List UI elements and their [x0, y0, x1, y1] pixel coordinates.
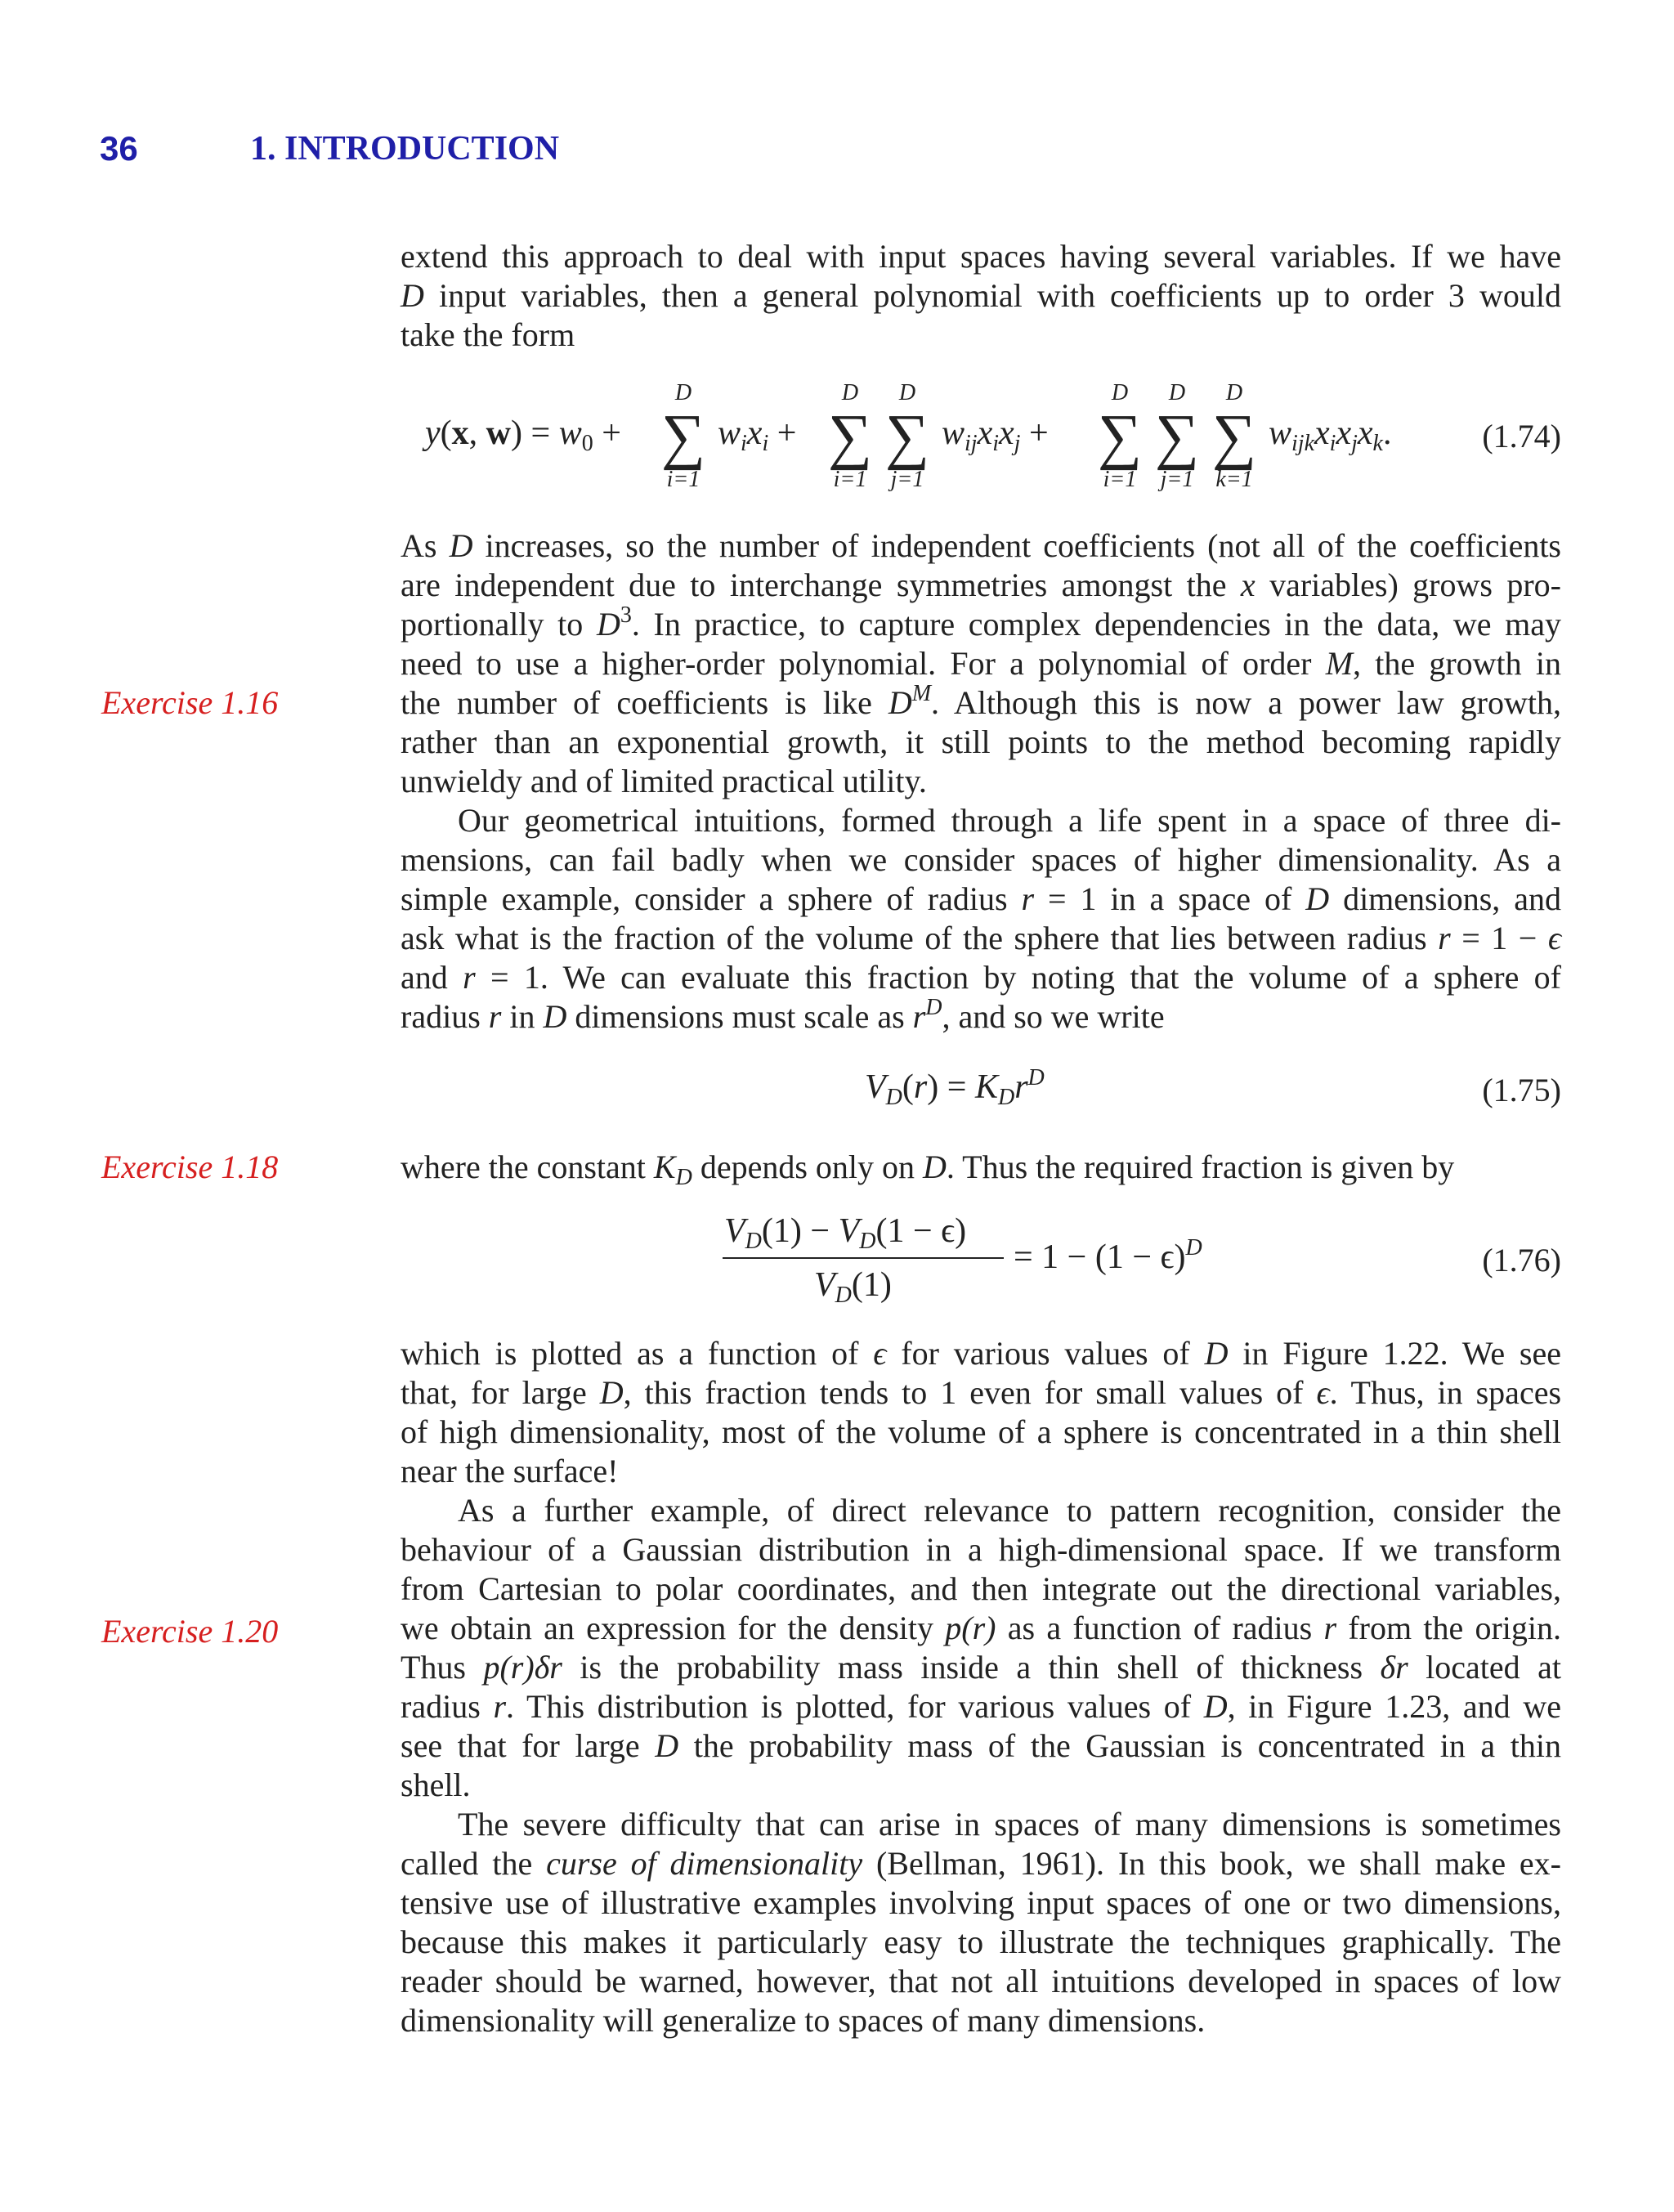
sigma-icon: ∑	[660, 402, 706, 471]
math-subscript: D	[835, 1283, 852, 1308]
body-text-line: near the surface!	[401, 1453, 619, 1489]
equation-term	[718, 414, 797, 456]
math-symbol: r	[912, 998, 926, 1035]
math-symbol: r	[1021, 880, 1035, 917]
math-superscript: M	[911, 681, 932, 706]
math-text: (	[440, 414, 452, 452]
text-run: need to use a higher-order polynomial. For a polynomial of order	[401, 645, 1326, 682]
math-superscript: D	[1185, 1235, 1202, 1260]
math-symbol: p(r)	[945, 1610, 996, 1646]
equation-term	[1269, 414, 1392, 456]
math-subscript: k	[1372, 431, 1383, 456]
math-symbol: K	[653, 1149, 676, 1185]
text-run: . This distribution is plotted, for various values of	[506, 1688, 1204, 1725]
text-run: as a function of radius	[996, 1610, 1324, 1646]
text-run: depends only on	[692, 1149, 923, 1185]
body-text-line: tensive use of illustrative examples involving input spaces of one or two dimensions,	[401, 1884, 1561, 1921]
math-subscript: D	[997, 1085, 1015, 1110]
body-text-line: of high dimensionality, most of the volume of a sphere is concentrated in a thin shell	[401, 1413, 1561, 1450]
math-symbol: x	[1336, 414, 1352, 452]
math-symbol: D	[923, 1149, 947, 1185]
math-text: (	[902, 1068, 914, 1106]
math-symbol: D	[1204, 1335, 1229, 1372]
math-text: (1)	[851, 1266, 892, 1304]
text-run: that, for large	[401, 1374, 600, 1411]
math-subscript: D	[885, 1085, 902, 1110]
sigma-icon: ∑	[1097, 402, 1143, 471]
math-subscript: 0	[581, 431, 593, 456]
math-text: .	[1382, 414, 1392, 452]
body-text-line	[401, 1844, 1561, 1883]
math-text: +	[593, 414, 621, 452]
body-text-line: from Cartesian to polar coordinates, and then integrate out the directional variables,	[401, 1570, 1561, 1607]
text-run: increases, so the number of independent coefficients (not all of the coefficients	[472, 527, 1562, 564]
text-run: radius	[401, 998, 489, 1035]
math-symbol: D	[599, 1374, 624, 1411]
math-symbol: r	[1323, 1610, 1337, 1646]
body-text-line: behaviour of a Gaussian distribution in a high-dimensional space. If we transform	[401, 1531, 1561, 1568]
text-run: input variables, then a general polynomial with coefficients up to order 3 would	[423, 277, 1561, 314]
body-text-line: take the form	[401, 316, 575, 353]
margin-note-exercise[interactable]	[101, 683, 278, 722]
text-run: , this fraction tends to 1 even for small values of	[623, 1374, 1317, 1411]
body-text-line: dimensionality will generalize to spaces of many dimensions.	[401, 2002, 1206, 2039]
math-symbol: V	[865, 1068, 886, 1106]
equation-lhs	[425, 414, 621, 456]
math-symbol: w	[1269, 414, 1292, 452]
math-text: (1 − ϵ)	[875, 1212, 967, 1250]
text-run: , in Figure 1.23, and we	[1227, 1688, 1561, 1725]
math-subscript: D	[745, 1229, 762, 1254]
body-text-line: rather than an exponential growth, it still points to the method becoming rapidly	[401, 723, 1561, 760]
margin-note-number: 1.18	[221, 1149, 279, 1185]
math-text: = 1 − (1 − ϵ)	[1014, 1238, 1186, 1276]
body-text-line	[401, 880, 1561, 919]
sum-lower-limit: j=1	[1160, 467, 1194, 492]
sum-upper-limit: D	[841, 380, 859, 405]
summation	[1153, 381, 1202, 492]
math-symbol: D	[401, 277, 424, 314]
text-run: where the constant	[401, 1149, 654, 1185]
math-subscript: D	[859, 1229, 876, 1254]
text-run: called the	[401, 1845, 547, 1882]
text-run: in	[501, 998, 544, 1035]
sigma-icon: ∑	[1154, 402, 1200, 471]
math-symbol: x	[746, 414, 763, 452]
math-symbol: V	[814, 1266, 835, 1304]
chapter-title: 1. INTRODUCTION	[250, 130, 560, 168]
math-symbol: w	[942, 414, 965, 452]
margin-note-label: Exercise	[101, 684, 213, 721]
sum-lower-limit: i=1	[666, 467, 700, 492]
body-text-line	[401, 997, 1165, 1041]
equation-number: (1.75)	[1482, 1072, 1561, 1108]
math-symbol: D	[1203, 1688, 1228, 1725]
math-subscript: ijk	[1291, 431, 1315, 456]
body-text-line: mensions, can fail badly when we consider spaces of higher dimensionality. As a	[401, 841, 1561, 878]
page-number: 36	[100, 129, 138, 168]
math-symbol: V	[838, 1212, 860, 1250]
body-text-line: As a further example, of direct relevance to pattern recognition, consider the	[458, 1492, 1561, 1529]
math-symbol: M	[1325, 645, 1354, 682]
sum-upper-limit: D	[898, 380, 916, 405]
text-run: = 1 in a space of	[1034, 880, 1306, 917]
equation-number: (1.74)	[1482, 418, 1561, 454]
sum-upper-limit: D	[674, 380, 692, 405]
math-symbol: D	[449, 527, 473, 564]
body-text-line	[401, 919, 1561, 958]
math-symbol: y	[425, 414, 441, 452]
equation-number: (1.76)	[1482, 1242, 1561, 1278]
text-run: we obtain an expression for the density	[401, 1610, 946, 1646]
margin-note-exercise[interactable]	[101, 1612, 278, 1650]
sum-lower-limit: i=1	[833, 467, 867, 492]
text-run: As	[401, 527, 450, 564]
math-symbol: w	[718, 414, 741, 452]
text-run: see that for large	[401, 1727, 656, 1764]
text-run: (Bellman, 1961). In this book, we shall make ex-	[862, 1845, 1562, 1882]
summation	[883, 381, 932, 492]
math-symbol: ϵ	[1547, 920, 1561, 956]
text-run: in Figure 1.22. We see	[1228, 1335, 1562, 1372]
math-symbol: D	[543, 998, 567, 1035]
math-symbol: x	[977, 414, 993, 452]
math-bold: x	[451, 414, 469, 452]
math-bold: w	[486, 414, 511, 452]
math-subscript: i	[1329, 431, 1336, 456]
sum-lower-limit: k=1	[1215, 467, 1253, 492]
math-superscript: D	[925, 995, 942, 1020]
math-symbol: D	[1305, 880, 1330, 917]
math-symbol: x	[1240, 566, 1256, 603]
margin-note-label: Exercise	[101, 1149, 213, 1185]
math-superscript: 3	[620, 602, 632, 628]
sigma-icon: ∑	[884, 402, 930, 471]
body-text-line	[401, 1148, 1454, 1191]
text-run: . Thus, in spaces	[1329, 1374, 1562, 1411]
text-run: dimensions, and	[1329, 880, 1561, 917]
math-symbol: r	[463, 959, 476, 996]
text-run: for various values of	[886, 1335, 1205, 1372]
math-subscript: ij	[965, 431, 978, 456]
text-run: ask what is the fraction of the volume of the sphere that lies between radius	[401, 920, 1439, 956]
text-run: , and so we write	[942, 998, 1165, 1035]
math-symbol: x	[999, 414, 1014, 452]
body-text-line: because this makes it particularly easy to illustrate the techniques graphically. The	[401, 1923, 1561, 1960]
math-superscript: D	[1027, 1065, 1045, 1090]
math-text: ,	[468, 414, 486, 452]
math-symbol: r	[1438, 920, 1451, 956]
math-symbol: K	[974, 1068, 998, 1106]
text-run: radius	[401, 1688, 494, 1725]
fraction-denominator	[814, 1265, 892, 1308]
math-subscript: D	[675, 1165, 692, 1190]
margin-note-number: 1.16	[221, 684, 279, 721]
text-run: portionally to	[401, 606, 597, 643]
text-run: . Thus the required fraction is given by	[946, 1149, 1455, 1185]
fraction-bar	[723, 1257, 1004, 1259]
math-text: ) =	[927, 1068, 975, 1106]
equation-term	[942, 414, 1049, 456]
text-run: which is plotted as a function of	[401, 1335, 874, 1372]
body-text-line: The severe difficulty that can arise in spaces of many dimensions is sometimes	[458, 1806, 1561, 1843]
emphasis-term: curse of dimensionality	[546, 1845, 863, 1882]
body-text-line	[401, 683, 1561, 727]
math-symbol: D	[655, 1727, 679, 1764]
body-text-line	[401, 1373, 1561, 1413]
margin-note-exercise[interactable]	[101, 1148, 278, 1186]
fraction-numerator	[724, 1211, 967, 1254]
body-text-line	[401, 1609, 1561, 1648]
math-symbol: r	[913, 1068, 928, 1106]
text-run: variables) grows pro-	[1255, 566, 1562, 603]
math-symbol: r	[488, 998, 502, 1035]
body-text-line	[401, 1726, 1561, 1766]
text-run: the probability mass of the Gaussian is concentrated in a thin	[678, 1727, 1561, 1764]
sigma-icon: ∑	[1211, 402, 1257, 471]
body-text-line	[401, 1648, 1561, 1687]
text-run: located at	[1408, 1649, 1561, 1686]
text-run: dimensions must scale as	[566, 998, 913, 1035]
math-text: ) =	[511, 414, 559, 452]
math-symbol: δr	[1380, 1649, 1408, 1686]
summation	[1095, 381, 1144, 492]
text-run: from the origin.	[1336, 1610, 1561, 1646]
body-text-line: extend this approach to deal with input spaces having several variables. If we have	[401, 238, 1561, 275]
math-subscript: j	[1014, 431, 1021, 456]
text-run: = 1 −	[1450, 920, 1548, 956]
math-symbol: r	[493, 1688, 507, 1725]
summation	[1210, 381, 1259, 492]
body-text-line	[401, 1334, 1561, 1373]
text-run: . Although this is now a power law growth,	[931, 684, 1561, 721]
text-run: simple example, consider a sphere of radius	[401, 880, 1022, 917]
body-text-line	[401, 602, 1562, 648]
math-symbol: x	[1314, 414, 1330, 452]
margin-note-number: 1.20	[221, 1613, 279, 1650]
math-symbol: D	[596, 606, 620, 643]
math-text: (1) −	[761, 1212, 839, 1250]
text-run: and	[401, 959, 463, 996]
margin-note-label: Exercise	[101, 1613, 213, 1650]
math-subscript: j	[1351, 431, 1358, 456]
summation	[659, 381, 708, 492]
body-text-line: reader should be warned, however, that not all intuitions developed in spaces of low	[401, 1963, 1561, 1999]
math-symbol: w	[558, 414, 582, 452]
body-text-line	[401, 526, 1561, 566]
text-run: = 1. We can evaluate this fraction by noting that the volume of a sphere of	[475, 959, 1561, 996]
body-text-line	[401, 644, 1561, 683]
math-subscript: i	[762, 431, 769, 456]
math-symbol: ϵ	[1316, 1374, 1330, 1411]
text-run: Thus	[401, 1649, 484, 1686]
math-text: +	[768, 414, 797, 452]
math-subscript: i	[741, 431, 747, 456]
body-text-line	[401, 276, 1561, 316]
equation-1-75	[865, 1065, 1045, 1110]
body-text-line: shell.	[401, 1766, 471, 1803]
body-text-line: unwieldy and of limited practical utility.	[401, 763, 927, 799]
sum-upper-limit: D	[1111, 380, 1129, 405]
math-symbol: x	[1357, 414, 1373, 452]
math-symbol: ϵ	[873, 1335, 887, 1372]
sum-lower-limit: j=1	[890, 467, 924, 492]
sigma-icon: ∑	[827, 402, 873, 471]
math-symbol: r	[1014, 1068, 1028, 1106]
sum-lower-limit: i=1	[1103, 467, 1137, 492]
text-run: is the probability mass inside a thin shell of thickness	[562, 1649, 1381, 1686]
math-symbol: V	[724, 1212, 745, 1250]
math-subscript: i	[992, 431, 1000, 456]
body-text-line	[401, 958, 1561, 997]
text-run: the number of coefficients is like	[401, 684, 888, 721]
body-text-line	[401, 566, 1561, 605]
math-text: +	[1020, 414, 1049, 452]
math-symbol: p(r)δr	[483, 1649, 562, 1686]
equation-rhs	[1014, 1235, 1202, 1277]
sum-upper-limit: D	[1168, 380, 1186, 405]
body-text-line: Our geometrical intuitions, formed through a life spent in a space of three di-	[458, 802, 1561, 839]
text-run: , the growth in	[1353, 645, 1561, 682]
text-run: . In practice, to capture complex dependencies in the data, we may	[631, 606, 1562, 643]
math-symbol: D	[888, 684, 912, 721]
text-run: are independent due to interchange symmetries amongst the	[401, 566, 1241, 603]
sum-upper-limit: D	[1225, 380, 1243, 405]
summation	[826, 381, 875, 492]
body-text-line	[401, 1687, 1561, 1726]
